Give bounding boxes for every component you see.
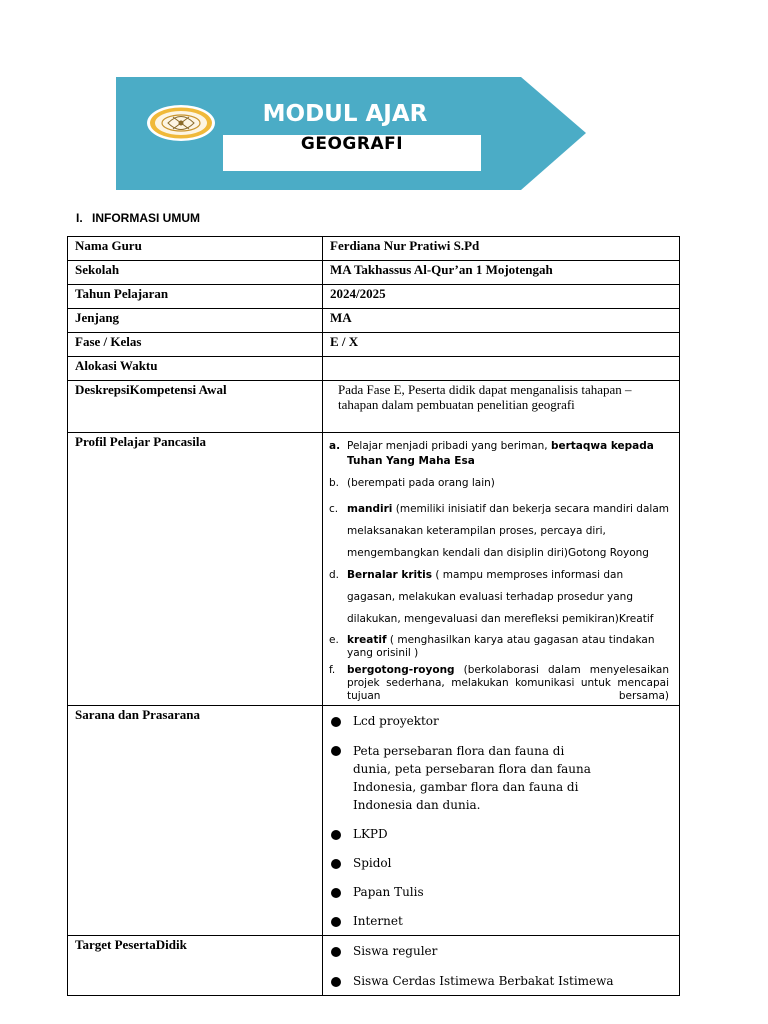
profil-list-cell [323,433,680,706]
row-value [323,357,680,381]
item-bold-text: bertaqwa kepada Tuhan Yang Maha Esa [347,440,654,467]
list-marker: c. [329,503,339,515]
list-item [329,664,669,703]
list-marker: d. [329,569,340,581]
list-item [329,855,671,872]
list-marker: b. [329,477,340,489]
item-text: LKPD [353,827,388,841]
list-item [329,913,671,930]
section-number: I. [76,211,83,225]
table-row [68,333,680,357]
table-row [68,285,680,309]
section-title: INFORMASI UMUM [92,211,200,225]
row-value: MA Takhassus Al-Qur’an 1 Mojotengah [323,261,680,285]
item-text: Spidol [353,856,392,870]
list-marker: f. [329,664,336,676]
item-bold-text: kreatif [347,634,387,646]
row-label: Alokasi Waktu [68,357,323,381]
list-item [329,634,669,660]
list-item [329,439,669,469]
row-value: Pada Fase E, Peserta didik dapat menganalisis tahapan – tahapan dalam pembuatan penelitian geografi [323,381,680,433]
item-text: Pelajar menjadi pribadi yang beriman, [347,440,551,452]
row-value: Ferdiana Nur Pratiwi S.Pd [323,237,680,261]
item-text: Peta persebaran flora dan fauna di dunia, peta persebaran flora dan fauna Indonesia, gambar flora dan fauna di Indonesia dan dunia. [353,744,591,812]
list-item [329,826,671,843]
table-row [68,309,680,333]
item-text: (memiliki inisiatif dan bekerja secara mandiri dalam melaksanakan keterampilan proses, percaya diri, mengembangkan kendali dan disiplin diri)Gotong Royong [347,503,669,559]
row-value: 2024/2025 [323,285,680,309]
list-item [329,884,671,901]
profil-list [329,439,669,703]
list-item [329,476,669,491]
row-label: Tahun Pelajaran [68,285,323,309]
list-item [329,564,669,630]
module-title: MODUL AJAR [262,101,428,127]
bullet-icon [331,917,341,927]
item-bold-text: mandiri [347,503,393,515]
table-row [68,357,680,381]
title-banner [116,77,586,190]
list-item [329,742,671,814]
sarana-list [329,713,671,930]
row-value: E / X [323,333,680,357]
row-value: MA [323,309,680,333]
item-text: ( menghasilkan karya atau gagasan atau tindakan yang orisinil ) [347,634,655,659]
list-item [329,713,671,730]
table-row [68,237,680,261]
bullet-icon [331,947,341,957]
row-label: Profil Pelajar Pancasila [68,433,323,706]
table-row-deskripsi [68,381,680,433]
row-label: DeskrepsiKompetensi Awal [68,381,323,433]
row-label: Fase / Kelas [68,333,323,357]
row-label: Jenjang [68,309,323,333]
bullet-icon [331,830,341,840]
list-item [329,943,671,959]
list-item [329,973,671,989]
row-label: Target PesertaDidik [68,936,323,996]
list-item [329,498,669,564]
target-list [329,943,671,989]
item-bold-text: bergotong-royong [347,664,455,676]
section-heading [76,211,200,225]
item-text: (berempati pada orang lain) [347,477,495,489]
row-label: Sarana dan Prasarana [68,706,323,936]
item-text: Siswa reguler [353,944,438,958]
bullet-icon [331,859,341,869]
subject-title: GEOGRAFI [300,134,404,154]
bullet-icon [331,977,341,987]
school-emblem-icon [146,104,216,142]
table-row-profil [68,433,680,706]
item-bold-text: Bernalar kritis [347,569,433,581]
table-row-sarana [68,706,680,936]
item-text: Siswa Cerdas Istimewa Berbakat Istimewa [353,974,614,988]
bullet-icon [331,888,341,898]
info-table [67,236,680,996]
bullet-icon [331,746,341,756]
item-text: ( mampu memproses informasi dan gagasan, melakukan evaluasi terhadap prosedur yang dilakukan, mengevaluasi dan merefleksi pemikiran)Kreatif [347,569,654,625]
sarana-list-cell [323,706,680,936]
item-text: (berkolaborasi dalam menyelesaikan projek sederhana, melakukan komunikasi untuk mencapai tujuan bersama) [347,664,669,702]
item-text: Papan Tulis [353,885,424,899]
table-row-target [68,936,680,996]
row-label: Sekolah [68,261,323,285]
list-marker: a. [329,440,341,452]
item-text: Lcd proyektor [353,714,439,728]
bullet-icon [331,717,341,727]
table-row [68,261,680,285]
item-text: Internet [353,914,403,928]
list-marker: e. [329,634,339,646]
row-label: Nama Guru [68,237,323,261]
target-list-cell [323,936,680,996]
